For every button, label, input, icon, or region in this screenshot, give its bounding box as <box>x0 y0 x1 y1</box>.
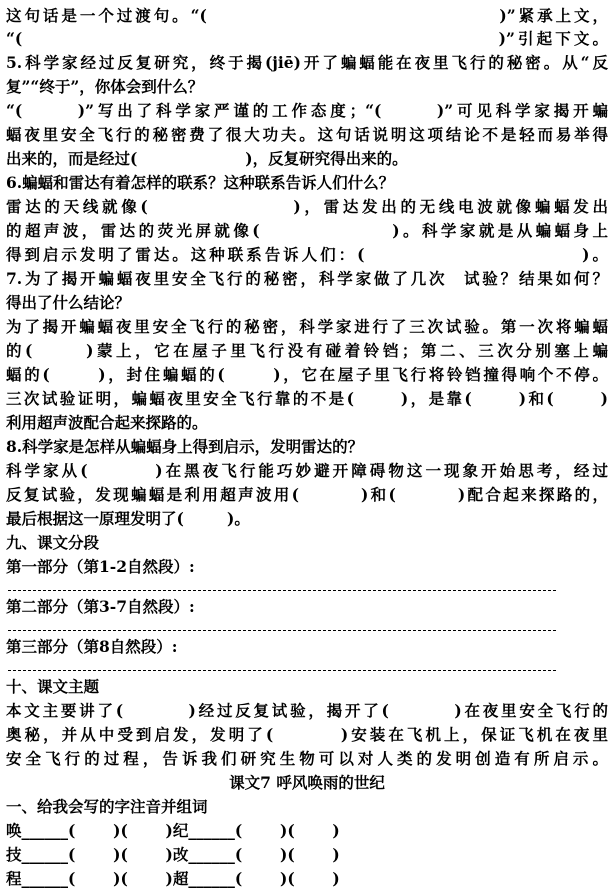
part-1-answer-line <box>8 590 556 591</box>
char-row-2: 技______( )( )改______( )( ) <box>6 845 340 864</box>
part-1-label: 第一部分（第1-2自然段）: <box>6 557 195 576</box>
question-5-line-1: 5.科学家经过反复研究，终于揭(jiē)开了蝙蝠能在夜里飞行的秘密。从“反 <box>6 53 608 72</box>
answer-8-line-1: 科学家从( )在黑夜飞行能巧妙避开障碍物这一现象开始思考，经过 <box>6 461 608 480</box>
question-8: 8.科学家是怎样从蝙蝠身上得到启示，发明雷达的？ <box>6 437 364 456</box>
answer-5-line-2: 蝠夜里安全飞行的秘密费了很大功夫。这句话说明这项结论不是轻而易举得 <box>6 125 608 144</box>
answer-7-line-1: 为了揭开蝙蝠夜里安全飞行的秘密，科学家进行了三次试验。第一次将蝙蝠 <box>6 317 608 336</box>
answer-7-line-4: 三次试验证明，蝙蝠夜里安全飞行靠的不是( )，是靠( )和( ) <box>6 389 608 408</box>
theme-line-3: 安全飞行的过程，告诉我们研究生物可以对人类的发明创造有所启示。 <box>6 749 608 768</box>
lesson-7-title: 课文7 呼风唤雨的世纪 <box>229 773 385 792</box>
answer-8-line-3: 最后根据这一原理发明了( )。 <box>6 509 250 528</box>
section-10-heading: 十、课文主题 <box>6 677 100 696</box>
answer-6-line-1: 雷达的天线就像( )，雷达发出的无线电波就像蝙蝠发出 <box>6 197 608 216</box>
answer-7-line-5: 利用超声波配合起来探路的。 <box>6 413 208 432</box>
answer-7-line-2: 的( )蒙上，它在屋子里飞行没有碰着铃铛；第二、三次分别塞上蝙 <box>6 341 608 360</box>
part-3-label: 第三部分（第8自然段）: <box>6 637 178 656</box>
char-row-1: 唤______( )( )纪______( )( ) <box>6 821 340 840</box>
question-7-line-2: 得出了什么结论？ <box>6 293 131 312</box>
transition-sentence-line-1: 这句话是一个过渡句。“( )”紧承上文， <box>6 6 608 25</box>
question-7-line-1: 7.为了揭开蝙蝠夜里安全飞行的秘密，科学家做了几次 试验？结果如何？ <box>6 269 608 288</box>
answer-7-line-3: 蝠的( )，封住蝙蝠的( )，它在屋子里飞行将铃铛撞得响个不停。 <box>6 365 608 384</box>
exercise-1-heading: 一、给我会写的字注音并组词 <box>6 797 208 816</box>
question-6: 6.蝙蝠和雷达有着怎样的联系？这种联系告诉人们什么？ <box>6 173 395 192</box>
part-3-answer-line <box>8 670 556 671</box>
section-9-heading: 九、课文分段 <box>6 533 100 552</box>
theme-line-2: 奥秘，并从中受到启发，发明了( )安装在飞机上，保证飞机在夜里 <box>6 725 608 744</box>
part-2-label: 第二部分（第3-7自然段）: <box>6 597 195 616</box>
answer-8-line-2: 反复试验，发现蝙蝠是利用超声波用( )和( )配合起来探路的， <box>6 485 608 504</box>
answer-6-line-2: 的超声波，雷达的荧光屏就像( )。科学家就是从蝙蝠身上 <box>6 221 608 240</box>
answer-5-line-1: “( )”写出了科学家严谨的工作态度；“( )”可见科学家揭开蝙 <box>6 101 608 120</box>
answer-5-line-3: 出来的，而是经过( )，反复研究得出来的。 <box>6 149 408 168</box>
question-5-line-2: 复”“终于”，你体会到什么？ <box>6 77 204 96</box>
transition-sentence-line-2: “( )”引起下文。 <box>6 29 608 48</box>
char-row-3: 程______( )( )超______( )( ) <box>6 869 340 888</box>
part-2-answer-line <box>8 630 556 631</box>
theme-line-1: 本文主要讲了( )经过反复试验，揭开了( )在夜里安全飞行的 <box>6 701 608 720</box>
answer-6-line-3: 得到启示发明了雷达。这种联系告诉人们：( )。 <box>6 245 608 264</box>
